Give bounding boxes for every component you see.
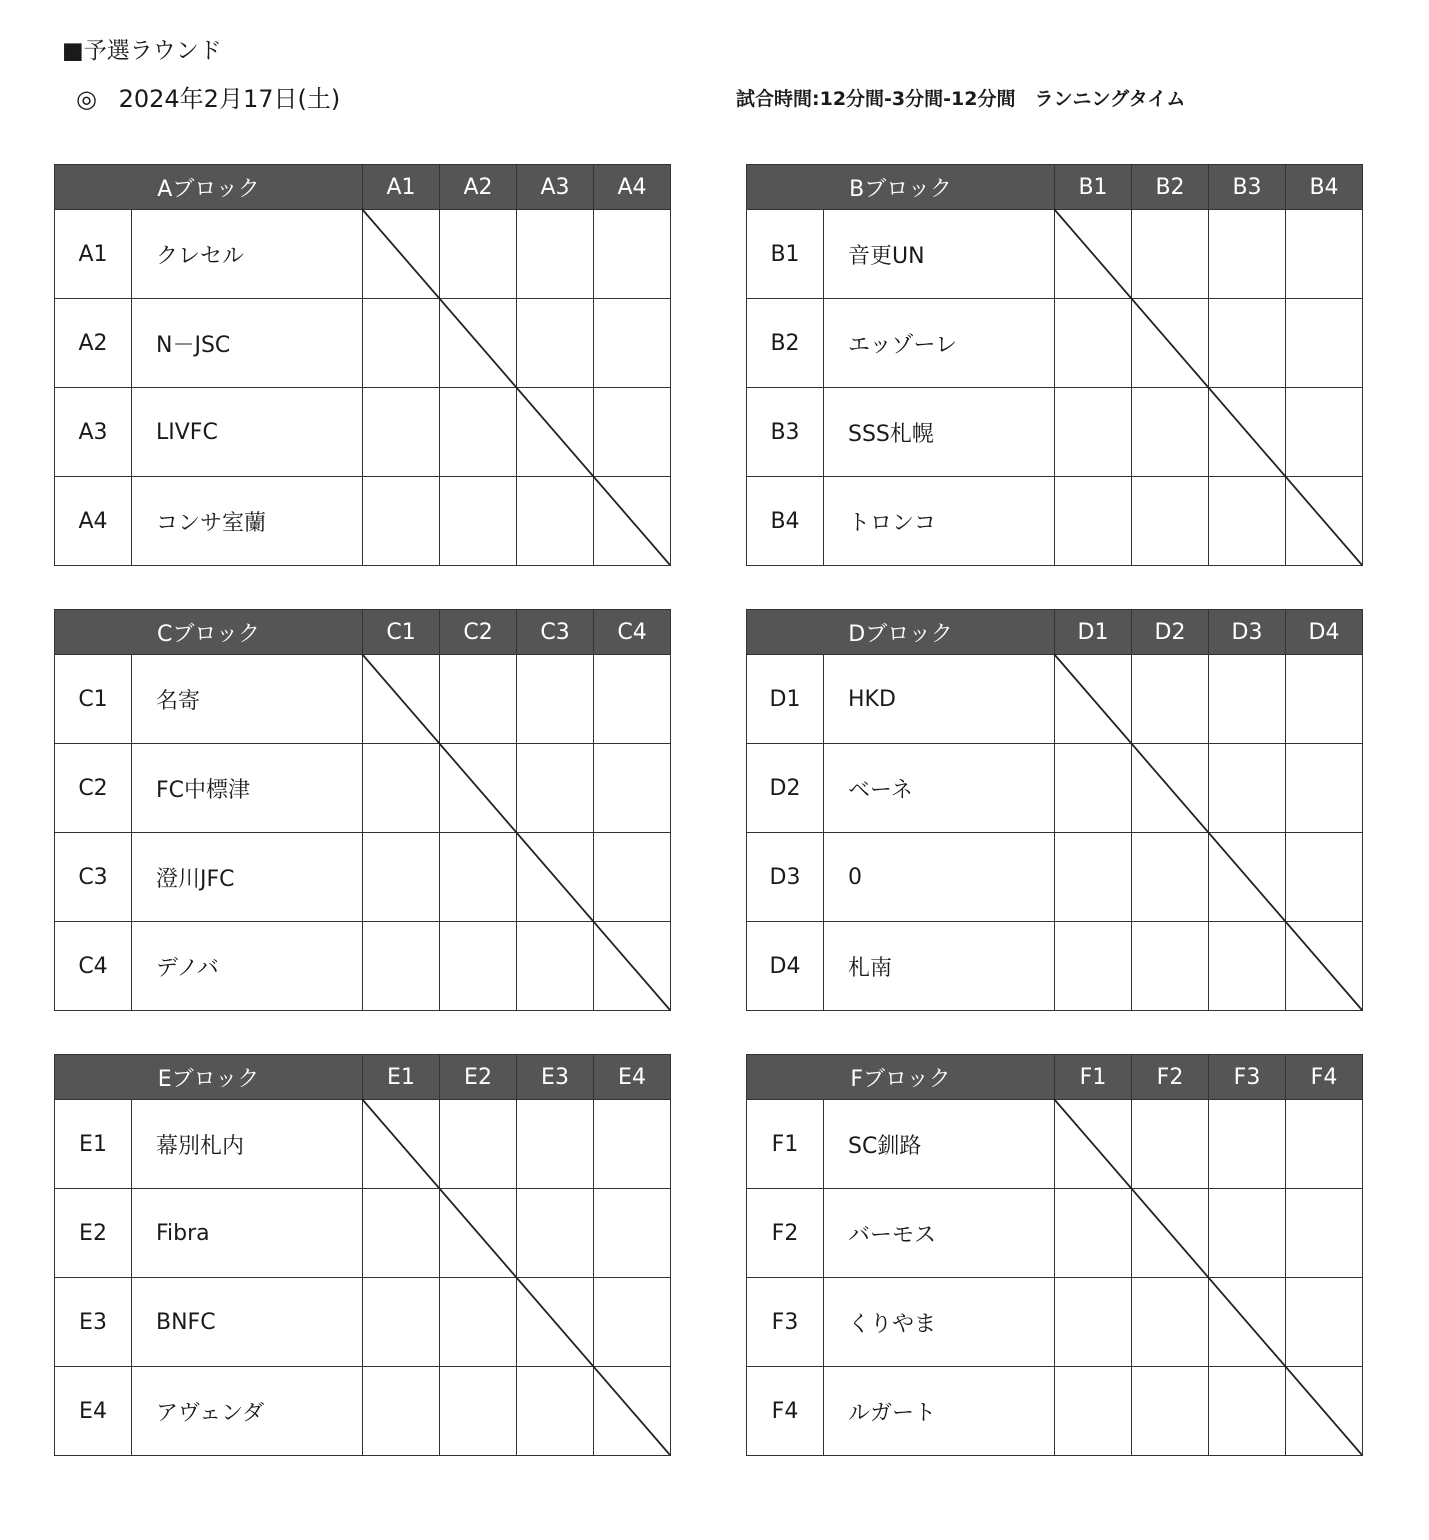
team-id: E2	[55, 1189, 132, 1278]
block-d	[746, 609, 1362, 1011]
team-id: D3	[747, 833, 824, 922]
result-cell[interactable]	[517, 1100, 594, 1189]
self-match-cell[interactable]	[1055, 1100, 1132, 1189]
result-cell[interactable]	[1209, 1367, 1286, 1456]
header-row	[747, 1055, 1363, 1100]
result-cell[interactable]	[517, 1367, 594, 1456]
result-cell[interactable]	[1055, 744, 1132, 833]
column-header: E3	[517, 1055, 594, 1100]
result-cell[interactable]	[1055, 388, 1132, 477]
result-cell[interactable]	[1209, 744, 1286, 833]
team-name: 音更UN	[824, 210, 1055, 299]
team-id: A1	[55, 210, 132, 299]
block-c	[54, 609, 670, 1011]
result-cell[interactable]	[363, 1367, 440, 1456]
self-match-cell[interactable]	[1132, 744, 1209, 833]
team-row	[55, 922, 671, 1011]
column-header: A3	[517, 165, 594, 210]
header-row	[55, 610, 671, 655]
result-cell[interactable]	[363, 1278, 440, 1367]
result-cell[interactable]	[440, 477, 517, 566]
team-name: 0	[824, 833, 1055, 922]
team-name: ベーネ	[824, 744, 1055, 833]
self-match-cell[interactable]	[1286, 1367, 1363, 1456]
self-match-cell[interactable]	[1132, 299, 1209, 388]
self-match-cell[interactable]	[1055, 210, 1132, 299]
team-row	[747, 1100, 1363, 1189]
result-cell[interactable]	[1209, 1189, 1286, 1278]
team-row	[55, 477, 671, 566]
result-cell[interactable]	[517, 477, 594, 566]
result-cell[interactable]	[1055, 1278, 1132, 1367]
team-name: LIVFC	[132, 388, 363, 477]
column-header: A4	[594, 165, 671, 210]
team-id: A2	[55, 299, 132, 388]
result-cell[interactable]	[440, 1278, 517, 1367]
result-cell[interactable]	[1286, 1278, 1363, 1367]
team-row	[55, 655, 671, 744]
team-row	[55, 1100, 671, 1189]
block-title: Fブロック	[747, 1055, 1055, 1100]
self-match-cell[interactable]	[1055, 655, 1132, 744]
self-match-cell[interactable]	[517, 1278, 594, 1367]
result-cell[interactable]	[1286, 1100, 1363, 1189]
date-text: 2024年2月17日(土)	[118, 85, 341, 113]
result-cell[interactable]	[1055, 299, 1132, 388]
column-header: D3	[1209, 610, 1286, 655]
block-e	[54, 1054, 670, 1456]
self-match-cell[interactable]	[517, 833, 594, 922]
result-cell[interactable]	[594, 1100, 671, 1189]
self-match-cell[interactable]	[1209, 1278, 1286, 1367]
team-id: E3	[55, 1278, 132, 1367]
team-id: A4	[55, 477, 132, 566]
result-cell[interactable]	[363, 1189, 440, 1278]
column-header: B1	[1055, 165, 1132, 210]
team-id: D2	[747, 744, 824, 833]
result-cell[interactable]	[1132, 655, 1209, 744]
column-header: D1	[1055, 610, 1132, 655]
column-header: A1	[363, 165, 440, 210]
team-name: HKD	[824, 655, 1055, 744]
team-name: 幕別札内	[132, 1100, 363, 1189]
column-header: C4	[594, 610, 671, 655]
self-match-cell[interactable]	[1209, 388, 1286, 477]
column-header: E4	[594, 1055, 671, 1100]
result-cell[interactable]	[594, 655, 671, 744]
team-id: B3	[747, 388, 824, 477]
team-name: SSS札幌	[824, 388, 1055, 477]
team-name: 札南	[824, 922, 1055, 1011]
column-header: F4	[1286, 1055, 1363, 1100]
team-name: BNFC	[132, 1278, 363, 1367]
result-cell[interactable]	[1055, 833, 1132, 922]
block-title: Cブロック	[55, 610, 363, 655]
result-cell[interactable]	[1132, 1278, 1209, 1367]
team-row	[747, 744, 1363, 833]
league-table	[54, 1054, 671, 1456]
team-id: F1	[747, 1100, 824, 1189]
result-cell[interactable]	[1209, 477, 1286, 566]
result-cell[interactable]	[594, 388, 671, 477]
team-name: エッゾーレ	[824, 299, 1055, 388]
team-id: B4	[747, 477, 824, 566]
team-row	[747, 1367, 1363, 1456]
team-id: D1	[747, 655, 824, 744]
self-match-cell[interactable]	[1132, 1189, 1209, 1278]
team-name: アヴェンダ	[132, 1367, 363, 1456]
team-id: A3	[55, 388, 132, 477]
team-name: 名寄	[132, 655, 363, 744]
team-row	[55, 744, 671, 833]
self-match-cell[interactable]	[517, 388, 594, 477]
column-header: E1	[363, 1055, 440, 1100]
league-table	[54, 164, 671, 566]
team-row	[55, 833, 671, 922]
self-match-cell[interactable]	[1286, 922, 1363, 1011]
team-row	[747, 833, 1363, 922]
column-header: A2	[440, 165, 517, 210]
column-header: B2	[1132, 165, 1209, 210]
column-header: F1	[1055, 1055, 1132, 1100]
self-match-cell[interactable]	[440, 744, 517, 833]
team-name: コンサ室蘭	[132, 477, 363, 566]
block-b	[746, 164, 1362, 566]
result-cell[interactable]	[1055, 477, 1132, 566]
column-header: B4	[1286, 165, 1363, 210]
team-row	[747, 922, 1363, 1011]
team-row	[747, 1189, 1363, 1278]
result-cell[interactable]	[1132, 1100, 1209, 1189]
team-name: デノバ	[132, 922, 363, 1011]
result-cell[interactable]	[363, 744, 440, 833]
team-name: クレセル	[132, 210, 363, 299]
result-cell[interactable]	[517, 922, 594, 1011]
self-match-cell[interactable]	[1286, 477, 1363, 566]
result-cell[interactable]	[363, 388, 440, 477]
team-row	[747, 210, 1363, 299]
block-a	[54, 164, 670, 566]
result-cell[interactable]	[1132, 388, 1209, 477]
result-cell[interactable]	[1286, 388, 1363, 477]
team-name: トロンコ	[824, 477, 1055, 566]
team-id: B2	[747, 299, 824, 388]
result-cell[interactable]	[440, 833, 517, 922]
column-header: C1	[363, 610, 440, 655]
result-cell[interactable]	[1055, 1189, 1132, 1278]
result-cell[interactable]	[363, 922, 440, 1011]
event-date	[76, 84, 340, 114]
header-row	[747, 610, 1363, 655]
team-id: F2	[747, 1189, 824, 1278]
block-title: Aブロック	[55, 165, 363, 210]
result-cell[interactable]	[517, 744, 594, 833]
result-cell[interactable]	[517, 1189, 594, 1278]
self-match-cell[interactable]	[594, 922, 671, 1011]
block-title: Eブロック	[55, 1055, 363, 1100]
self-match-cell[interactable]	[594, 477, 671, 566]
result-cell[interactable]	[1286, 1189, 1363, 1278]
result-cell[interactable]	[1132, 477, 1209, 566]
result-cell[interactable]	[363, 299, 440, 388]
league-table	[746, 609, 1363, 1011]
self-match-cell[interactable]	[594, 1367, 671, 1456]
column-header: C3	[517, 610, 594, 655]
result-cell[interactable]	[1209, 210, 1286, 299]
page-title: ■予選ラウンド	[62, 38, 222, 64]
team-row	[747, 388, 1363, 477]
result-cell[interactable]	[1055, 922, 1132, 1011]
result-cell[interactable]	[363, 833, 440, 922]
team-id: C2	[55, 744, 132, 833]
result-cell[interactable]	[440, 922, 517, 1011]
result-cell[interactable]	[517, 655, 594, 744]
result-cell[interactable]	[1055, 1367, 1132, 1456]
result-cell[interactable]	[1286, 210, 1363, 299]
team-name: ルガート	[824, 1367, 1055, 1456]
block-title: Bブロック	[747, 165, 1055, 210]
result-cell[interactable]	[1209, 655, 1286, 744]
column-header: C2	[440, 610, 517, 655]
self-match-cell[interactable]	[440, 299, 517, 388]
team-row	[747, 1278, 1363, 1367]
result-cell[interactable]	[440, 1100, 517, 1189]
column-header: D4	[1286, 610, 1363, 655]
result-cell[interactable]	[1209, 299, 1286, 388]
column-header: F2	[1132, 1055, 1209, 1100]
team-row	[55, 1278, 671, 1367]
result-cell[interactable]	[1132, 922, 1209, 1011]
result-cell[interactable]	[594, 299, 671, 388]
team-name: Fibra	[132, 1189, 363, 1278]
column-header: F3	[1209, 1055, 1286, 1100]
header-row	[55, 165, 671, 210]
self-match-cell[interactable]	[363, 655, 440, 744]
team-name: くりやま	[824, 1278, 1055, 1367]
league-table	[746, 164, 1363, 566]
match-time: 試合時間:12分間-3分間-12分間 ランニングタイム	[736, 88, 1186, 110]
result-cell[interactable]	[1132, 1367, 1209, 1456]
team-name: N－JSC	[132, 299, 363, 388]
column-header: D2	[1132, 610, 1209, 655]
league-table	[54, 609, 671, 1011]
header-row	[747, 165, 1363, 210]
block-f	[746, 1054, 1362, 1456]
self-match-cell[interactable]	[363, 1100, 440, 1189]
team-name: 澄川JFC	[132, 833, 363, 922]
result-cell[interactable]	[440, 655, 517, 744]
team-row	[747, 477, 1363, 566]
team-id: C4	[55, 922, 132, 1011]
team-id: C1	[55, 655, 132, 744]
result-cell[interactable]	[1209, 1100, 1286, 1189]
date-mark: ◎	[76, 85, 97, 113]
team-id: E4	[55, 1367, 132, 1456]
team-name: バーモス	[824, 1189, 1055, 1278]
result-cell[interactable]	[1132, 833, 1209, 922]
team-row	[55, 1189, 671, 1278]
team-id: E1	[55, 1100, 132, 1189]
self-match-cell[interactable]	[363, 210, 440, 299]
team-id: C3	[55, 833, 132, 922]
team-row	[55, 210, 671, 299]
result-cell[interactable]	[440, 1367, 517, 1456]
league-table	[746, 1054, 1363, 1456]
result-cell[interactable]	[440, 210, 517, 299]
result-cell[interactable]	[1286, 299, 1363, 388]
block-title: Dブロック	[747, 610, 1055, 655]
team-row	[55, 1367, 671, 1456]
team-name: SC釧路	[824, 1100, 1055, 1189]
result-cell[interactable]	[594, 1189, 671, 1278]
team-id: F4	[747, 1367, 824, 1456]
team-id: B1	[747, 210, 824, 299]
team-row	[747, 299, 1363, 388]
result-cell[interactable]	[1209, 922, 1286, 1011]
team-name: FC中標津	[132, 744, 363, 833]
result-cell[interactable]	[1132, 210, 1209, 299]
result-cell[interactable]	[1286, 744, 1363, 833]
self-match-cell[interactable]	[1209, 833, 1286, 922]
result-cell[interactable]	[594, 210, 671, 299]
result-cell[interactable]	[517, 299, 594, 388]
result-cell[interactable]	[517, 210, 594, 299]
result-cell[interactable]	[1286, 833, 1363, 922]
team-row	[747, 655, 1363, 744]
result-cell[interactable]	[594, 1278, 671, 1367]
result-cell[interactable]	[363, 477, 440, 566]
header-row	[55, 1055, 671, 1100]
result-cell[interactable]	[594, 833, 671, 922]
team-row	[55, 388, 671, 477]
team-row	[55, 299, 671, 388]
result-cell[interactable]	[440, 388, 517, 477]
result-cell[interactable]	[594, 744, 671, 833]
column-header: B3	[1209, 165, 1286, 210]
self-match-cell[interactable]	[440, 1189, 517, 1278]
column-header: E2	[440, 1055, 517, 1100]
result-cell[interactable]	[1286, 655, 1363, 744]
team-id: F3	[747, 1278, 824, 1367]
team-id: D4	[747, 922, 824, 1011]
